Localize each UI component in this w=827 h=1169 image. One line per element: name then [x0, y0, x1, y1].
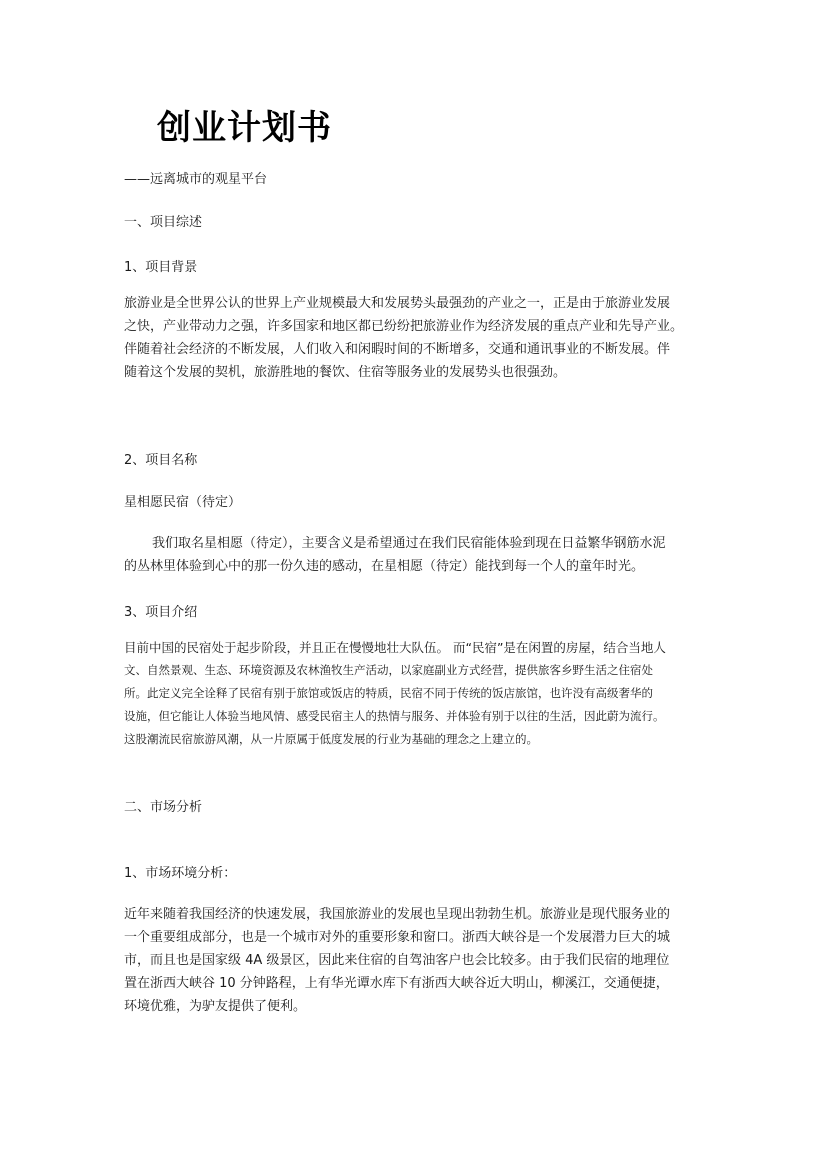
paragraph-line: 文、自然景观、生态、环境资源及农林渔牧生产活动，以家庭副业方式经营，提供旅客乡野生活之住宿处: [124, 663, 653, 677]
paragraph-name-meaning: [124, 532, 714, 578]
subsection-heading-intro: 3、项目介绍: [124, 605, 198, 620]
paragraph-line: 伴随着社会经济的不断发展，人们收入和闲暇时间的不断增多，交通和通讯事业的不断发展。伴: [124, 342, 671, 357]
paragraph-line: 市，而且也是国家级 4A 级景区，因此来住宿的自驾油客户也会比较多。由于我们民宿的地理位: [124, 953, 670, 968]
document-subtitle: ——远离城市的观星平台: [124, 172, 268, 187]
paragraph-line: 置在浙西大峡谷 10 分钟路程，上有华光谭水库下有浙西大峡谷近大明山，柳溪江，交通便捷，: [124, 976, 669, 991]
paragraph-line: 旅游业是全世界公认的世界上产业规模最大和发展势头最强劲的产业之一，正是由于旅游业发展: [124, 296, 671, 311]
paragraph-line: 之快，产业带动力之强，许多国家和地区都已纷纷把旅游业作为经济发展的重点产业和先导产业。: [124, 319, 684, 334]
section-heading-overview: 一、项目综述: [124, 215, 203, 230]
section-heading-market: 二、市场分析: [124, 800, 203, 815]
paragraph-line: 设施，但它能让人体验当地风情、感受民宿主人的热情与服务、并体验有别于以往的生活，因此蔚为流行。: [124, 709, 665, 723]
subsection-heading-background: 1、项目背景: [124, 260, 198, 275]
paragraph-market-env: [124, 903, 714, 1018]
paragraph-line: 环境优雅，为驴友提供了便利。: [124, 999, 307, 1014]
paragraph-line: 我们取名星相愿（待定），主要含义是希望通过在我们民宿能体验到现在日益繁华钢筋水泥: [152, 536, 666, 551]
document-title: 创业计划书: [157, 108, 332, 148]
paragraph-line: 近年来随着我国经济的快速发展，我国旅游业的发展也呈现出勃勃生机。旅游业是现代服务业的: [124, 907, 671, 922]
paragraph-line: 目前中国的民宿处于起步阶段，并且正在慢慢地壮大队伍。 而“民宿”是在闲置的房屋，结合当地人: [124, 640, 666, 655]
subsection-heading-market-env: 1、市场环境分析：: [124, 866, 237, 881]
paragraph-line: 的丛林里体验到心中的那一份久违的感动，在星相愿（待定）能找到每一个人的童年时光。: [124, 559, 645, 574]
paragraph-line: 所。此定义完全诠释了民宿有别于旅馆或饭店的特质，民宿不同于传统的饭店旅馆，也许没有高级奢华的: [124, 686, 653, 700]
paragraph-intro: [124, 636, 714, 751]
paragraph-line: 这股潮流民宿旅游风潮，从一片原属于低度发展的行业为基础的理念之上建立的。: [124, 732, 538, 746]
paragraph-background: [124, 292, 714, 384]
paragraph-line: 随着这个发展的契机，旅游胜地的餐饮、住宿等服务业的发展势头也很强劲。: [124, 365, 567, 380]
project-name: 星相愿民宿（待定）: [124, 495, 242, 510]
subsection-heading-name: 2、项目名称: [124, 453, 198, 468]
paragraph-line: 一个重要组成部分，也是一个城市对外的重要形象和窗口。浙西大峡谷是一个发展潜力巨大的城: [124, 930, 671, 945]
